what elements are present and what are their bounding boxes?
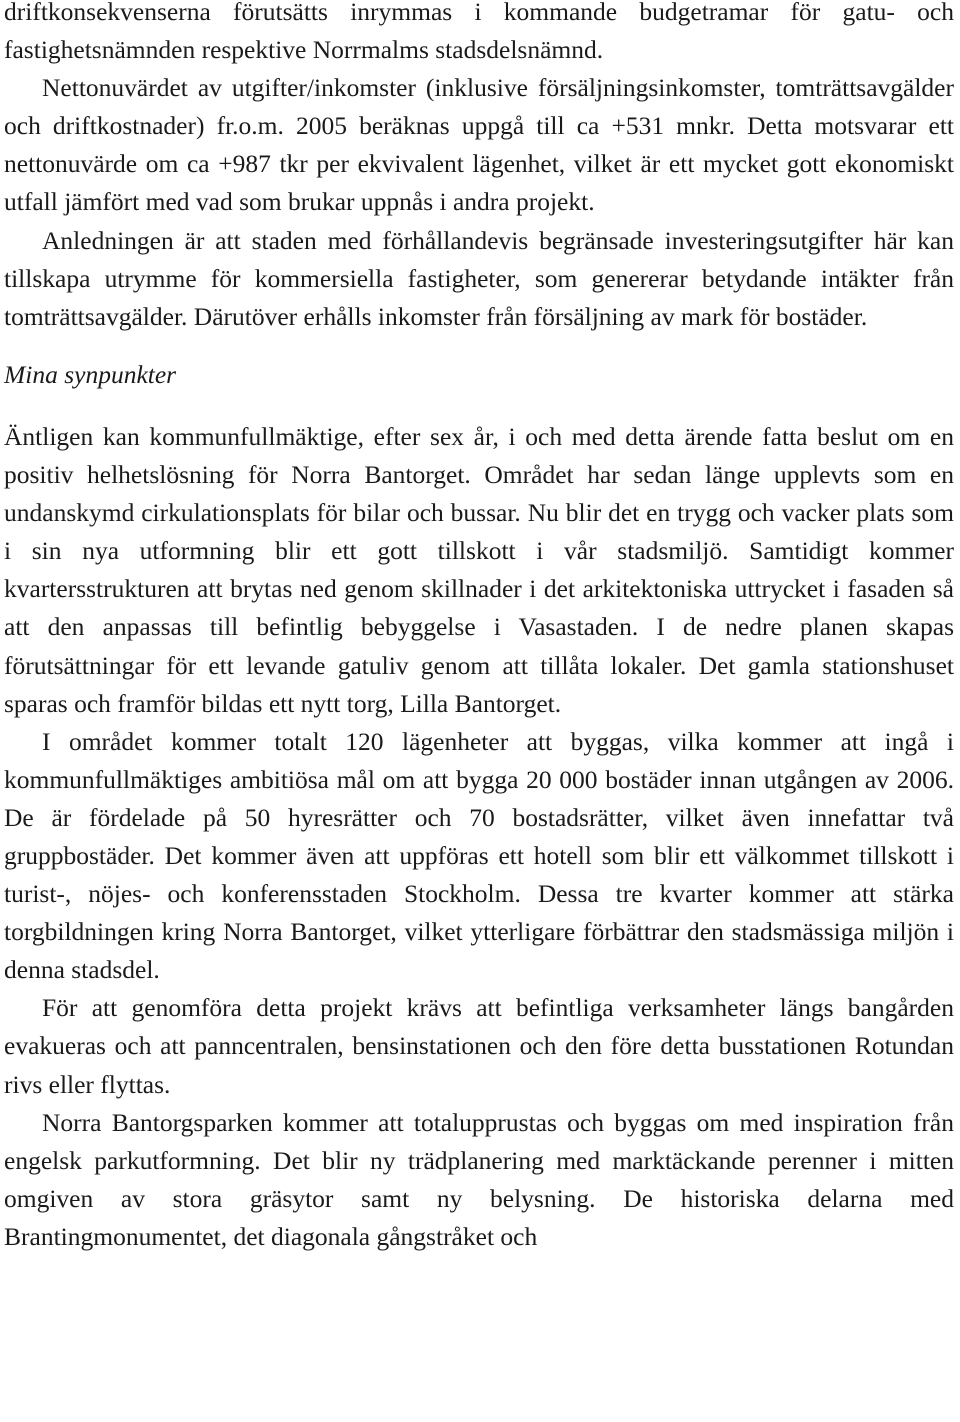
paragraph-apartments: I området kommer totalt 120 lägenheter att byggas, vilka kommer att ingå i kommunfullmäktiges ambitiösa mål om att bygga 20 000 bostäder innan utgången av 2006. De är fördelade på 50 hyresrätter och 70 bostadsrätter, vilket även innefattar två gruppbostäder. Det kommer även att uppföras ett hotell som blir ett välkommet tillskott i turist-, nöjes- och konferensstaden Stockholm. Dessa tre kvarter kommer att stärka torgbildningen kring Norra Bantorget, vilket ytterligare förbättrar den stadsmässiga miljön i denna stadsdel. xyxy=(4,726,954,985)
document-page xyxy=(4,0,954,1256)
paragraph-park: Norra Bantorgsparken kommer att totalupprustas och byggas om med inspiration från engelsk parkutformning. Det blir ny trädplanering med marktäckande perenner i mitten omgiven av stora gräsytor samt ny belysning. De historiska delarna med Brantingmonumentet, det diagonala gångstråket och xyxy=(4,1107,954,1251)
paragraph-net-present-value: Nettonuvärdet av utgifter/inkomster (inklusive försäljningsinkomster, tomträttsavgälder och driftkostnader) fr.o.m. 2005 beräknas uppgå till ca +531 mnkr. Detta motsvarar ett nettonuvärde om ca +987 tkr per ekvivalent lägenhet, vilket är ett mycket gott ekonomiskt utfall jämfört med vad som brukar uppnås i andra projekt. xyxy=(4,73,954,217)
paragraph-reason: Anledningen är att staden med förhållandevis begränsade investeringsutgifter här kan tillskapa utrymme för kommersiella fastigheter, som genererar betydande intäkter från tomträttsavgälder. Därutöver erhålls inkomster från försäljning av mark för bostäder. xyxy=(4,225,954,331)
paragraph-budget: driftkonsekvenserna förutsätts inrymmas i kommande budgetramar för gatu- och fastighetsnämnden respektive Norrmalms stadsdelsnämnd. xyxy=(4,0,954,65)
paragraph-finally: Äntligen kan kommunfullmäktige, efter sex år, i och med detta ärende fatta beslut om en positiv helhetslösning för Norra Bantorget. Området har sedan länge upplevts som en undanskymd cirkulationsplats för bilar och bussar. Nu blir det en trygg och vacker plats som i sin nya utformning blir ett gott tillskott i vår stadsmiljö. Samtidigt kommer kvartersstrukturen att brytas ned genom skillnader i det arkitektoniska uttrycket i fasaden så att den anpassas till befintlig bebyggelse i Vasastaden. I de nedre planen skapas förutsättningar för ett levande gatuliv genom att tillåta lokaler. Det gamla stationshuset sparas och framför bildas ett nytt torg, Lilla Bantorget. xyxy=(4,421,954,718)
paragraph-evacuation: För att genomföra detta projekt krävs att befintliga verksamheter längs bangården evakueras och att panncentralen, bensinstationen och den före detta busstationen Rotundan rivs eller flyttas. xyxy=(4,993,954,1099)
section-heading: Mina synpunkter xyxy=(4,359,177,389)
